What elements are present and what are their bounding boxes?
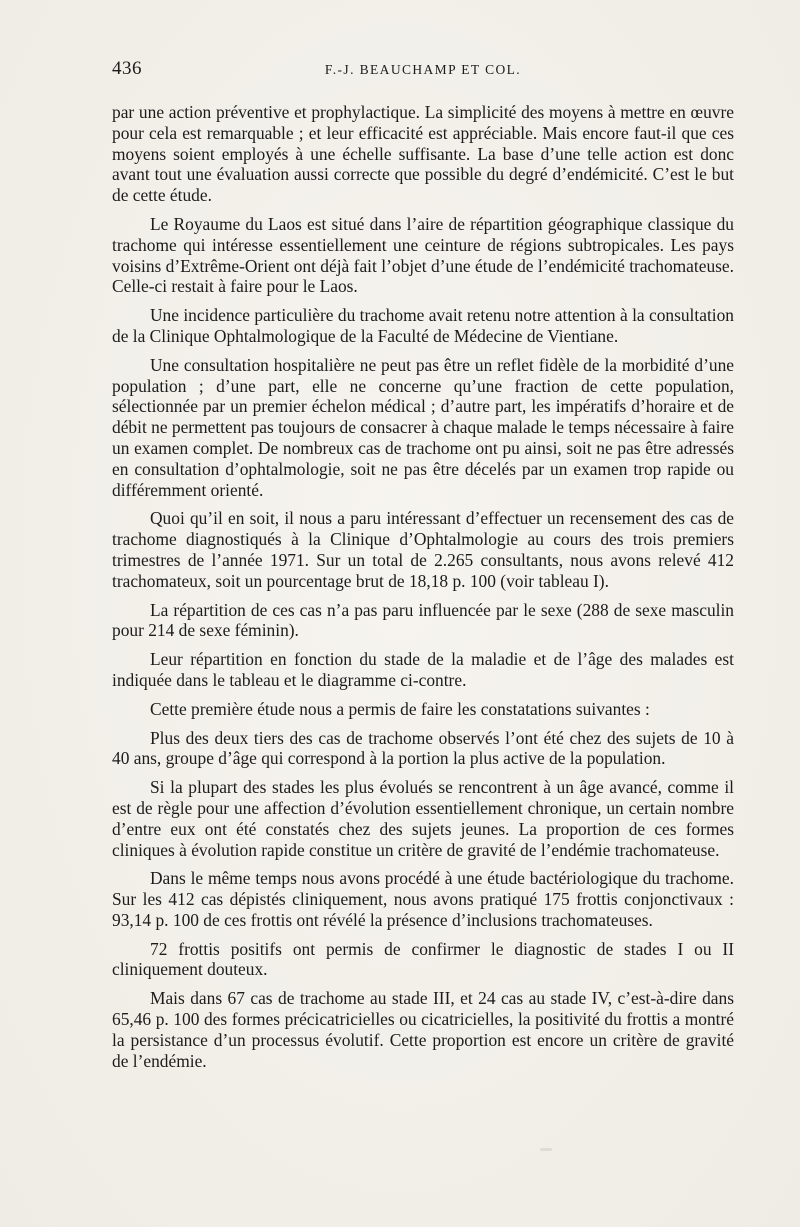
running-title: F.-J. BEAUCHAMP ET COL. <box>324 62 522 77</box>
paragraph-advanced-stages: Si la plupart des stades les plus évolués se rencontrent à un âge avancé, comme il est de règle pour une affection d’évolution essentiellement chronique, un certain nombre d’entre eux ont été constatés chez des sujets jeunes. La proportion de ces formes cliniques à évolution rapide constitue un critère de gravité de l’endémie trachomateuse. <box>112 777 734 860</box>
paragraph-laos-location: Le Royaume du Laos est situé dans l’aire de répartition géographique classique du trachome qui intéresse essentiellement une ceinture de régions subtropicales. Les pays voisins d’Extrême-Orient ont déjà fait l’objet d’une étude de l’endémicité trachomateuse. Celle-ci restait à faire pour le Laos. <box>112 213 734 297</box>
paragraph-evolutive-process: Mais dans 67 cas de trachome au stade III, et 24 cas au stade IV, c’est-à-dire dans 65,46 p. 100 des formes précicatricielles ou cicatricielles, la positivité du frottis a montré la persistance d’un processus évolutif. Cette proportion est encore un critère de gravité de l’endémie. <box>112 988 734 1071</box>
paragraph-continuation: par une action préventive et prophylactique. La simplicité des moyens à mettre en œuvre pour cela est remarquable ; et leur efficacité est appréciable. Mais encore faut-il que ces moyens soient employés à une échelle suffisante. La base d’une telle action est donc avant tout une évaluation aussi correcte que possible du degré d’endémicité. C’est le but de cette étude. <box>112 102 734 206</box>
paper-speck <box>540 1148 552 1151</box>
paragraph-hospital-consultation: Une consultation hospitalière ne peut pas être un reflet fidèle de la morbidité d’une population ; d’une part, elle ne concerne qu’une fraction de cette population, sélectionnée par un premier échelon médical ; d’autre part, les impératifs d’horaire et de débit ne permettent pas toujours de consacrer à chaque malade le temps nécessaire à faire un examen complet. De nombreux cas de trachome ont pu ainsi, soit ne pas être adressés en consultation d’ophtalmologie, soit ne pas être décelés par un examen trop rapide ou différemment orienté. <box>112 354 734 500</box>
paragraph-positive-smears: 72 frottis positifs ont permis de confirmer le diagnostic de stades I ou II cliniquement douteux. <box>112 938 734 980</box>
paragraph-age-groups: Plus des deux tiers des cas de trachome observés l’ont été chez des sujets de 10 à 40 ans, groupe d’âge qui correspond à la portion la plus active de la population. <box>112 727 734 769</box>
paragraph-incidence: Une incidence particulière du trachome avait retenu notre attention à la consultation de la Clinique Ophtalmologique de la Faculté de Médecine de Vientiane. <box>112 305 734 346</box>
paragraph-stage-age: Leur répartition en fonction du stade de la maladie et de l’âge des malades est indiquée dans le tableau et le diagramme ci-contre. <box>112 649 734 690</box>
page-number: 436 <box>112 58 142 79</box>
paragraph-sex-distribution: La répartition de ces cas n’a pas paru influencée par le sexe (288 de sexe masculin pour 214 de sexe féminin). <box>112 599 734 641</box>
paragraph-bacteriology: Dans le même temps nous avons procédé à une étude bactériologique du trachome. Sur les 412 cas dépistés cliniquement, nous avons pratiqué 175 frottis conjonctivaux : 93,14 p. 100 de ces frottis ont révélé la présence d’inclusions trachomateuses. <box>112 868 734 930</box>
body-text <box>112 102 734 1079</box>
running-header <box>112 58 734 88</box>
paragraph-census: Quoi qu’il en soit, il nous a paru intéressant d’effectuer un recensement des cas de trachome diagnostiqués à la Clinique d’Ophtalmologie au cours des trois premiers trimestres de l’année 1971. Sur un total de 2.265 consultants, nous avons relevé 412 trachomateux, soit un pourcentage brut de 18,18 p. 100 (voir tableau I). <box>112 508 734 591</box>
paragraph-findings-intro: Cette première étude nous a permis de faire les constatations suivantes : <box>150 698 650 719</box>
